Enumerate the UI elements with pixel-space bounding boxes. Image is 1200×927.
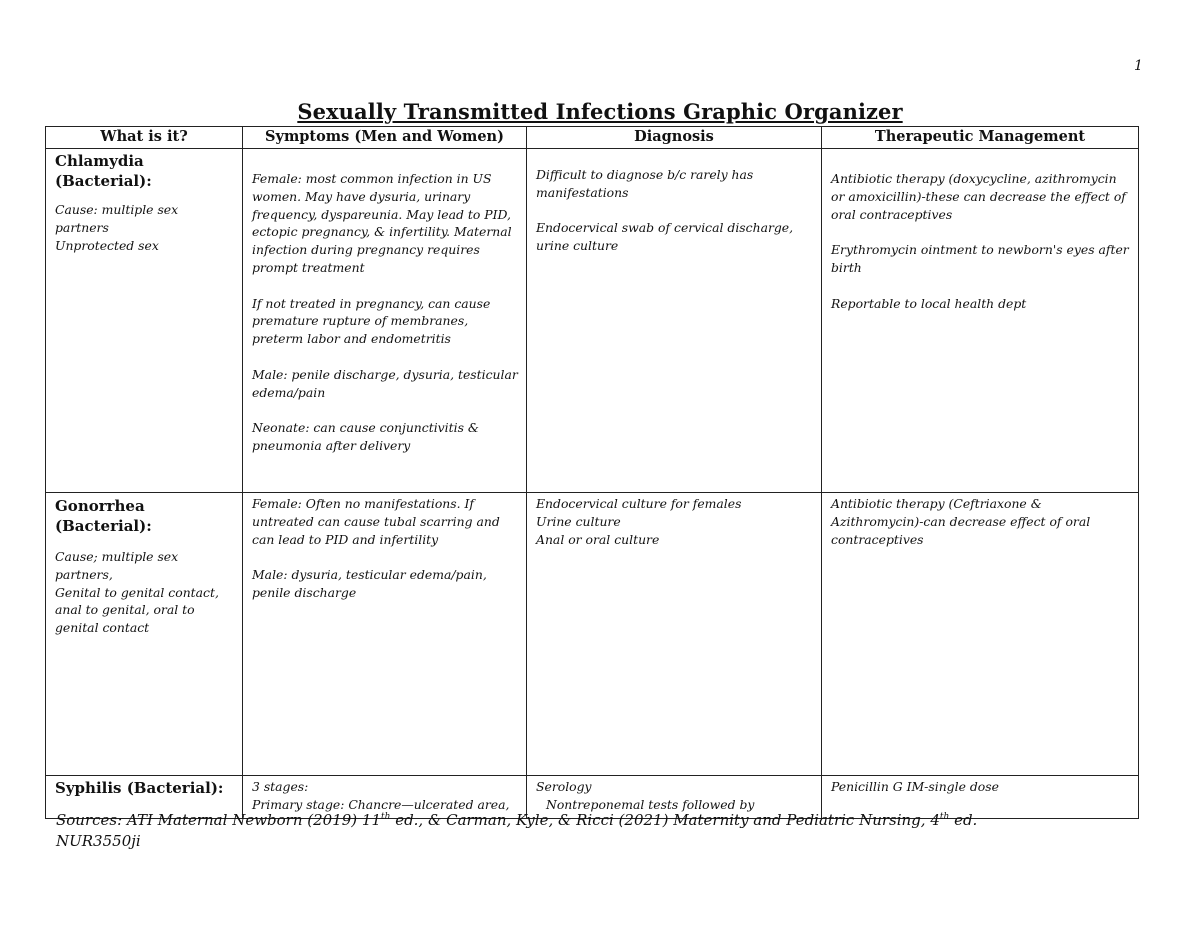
gonorrhea-management-cell	[822, 493, 1139, 776]
sources-footer	[56, 810, 977, 852]
disease-type: (Bacterial):	[55, 517, 152, 535]
diagnosis-paragraph: Difficult to diagnose b/c rarely has manifestations	[536, 167, 754, 200]
symptom-line: 3 stages:	[252, 779, 309, 794]
chlamydia-management-cell	[822, 149, 1139, 493]
management-line: Penicillin G IM-single dose	[831, 779, 999, 794]
sti-organizer-table	[45, 126, 1139, 819]
header-symptoms: Symptoms (Men and Women)	[243, 127, 527, 149]
course-code: NUR3550ji	[56, 832, 141, 850]
chlamydia-what-cell	[46, 149, 243, 493]
gonorrhea-symptoms-cell	[243, 493, 527, 776]
symptom-paragraph: Female: most common infection in US women. May have dysuria, urinary frequency, dyspareunia. May lead to PID, ectopic pregnancy, & infertility. Maternal infection during pregnancy requires prompt treatment	[252, 171, 512, 275]
diagnosis-line: Serology	[536, 779, 592, 794]
table-row-chlamydia	[46, 149, 1139, 493]
table-row-gonorrhea	[46, 493, 1139, 776]
cause-line: Cause; multiple sex partners,	[55, 549, 179, 582]
symptom-paragraph: If not treated in pregnancy, can cause premature rupture of membranes, preterm labor and endometritis	[252, 295, 491, 347]
disease-name: Syphilis (Bacterial):	[55, 779, 224, 797]
management-paragraph: Antibiotic therapy (Ceftriaxone & Azithromycin)-can decrease effect of oral contraceptives	[831, 496, 1091, 547]
diagnosis-line: Anal or oral culture	[536, 531, 660, 547]
disease-type: (Bacterial):	[55, 172, 152, 190]
gonorrhea-diagnosis-cell	[527, 493, 822, 776]
management-paragraph: Antibiotic therapy (doxycycline, azithromycin or amoxicillin)-these can decrease the effect of oral contraceptives	[831, 171, 1126, 222]
management-paragraph: Reportable to local health dept	[831, 295, 1027, 311]
chlamydia-symptoms-cell	[243, 149, 527, 493]
symptom-paragraph: Neonate: can cause conjunctivitis & pneumonia after delivery	[252, 420, 479, 453]
diagnosis-line: Urine culture	[536, 513, 621, 529]
diagnosis-line: Nontreponemal tests followed by	[546, 796, 755, 812]
cause-line: Cause: multiple sex partners	[55, 202, 179, 235]
disease-name: Gonorrhea	[55, 497, 145, 515]
chlamydia-diagnosis-cell	[527, 149, 822, 493]
cause-line: Unprotected sex	[55, 237, 159, 253]
header-diagnosis: Diagnosis	[527, 127, 822, 149]
header-row	[46, 127, 1139, 149]
header-management: Therapeutic Management	[822, 127, 1139, 149]
diagnosis-line: Endocervical culture for females	[536, 496, 742, 511]
disease-name: Chlamydia	[55, 152, 144, 170]
page-number: 1	[1134, 58, 1143, 74]
symptom-paragraph: Male: penile discharge, dysuria, testicular edema/pain	[252, 366, 518, 400]
symptom-paragraph: Male: dysuria, testicular edema/pain, penile discharge	[252, 567, 487, 600]
sources-citation: Sources: ATI Maternal Newborn (2019) 11th ed., & Carman, Kyle, & Ricci (2021) Maternity and Pediatric Nursing, 4th ed.	[56, 811, 978, 829]
diagnosis-paragraph: Endocervical swab of cervical discharge, urine culture	[536, 220, 794, 254]
cause-line: Genital to genital contact, anal to genital, oral to genital contact	[55, 584, 219, 636]
symptom-paragraph: Female: Often no manifestations. If untreated can cause tubal scarring and can lead to PID and infertility	[252, 496, 500, 547]
symptom-line: Primary stage: Chancre—ulcerated area,	[252, 796, 510, 812]
gonorrhea-what-cell	[46, 493, 243, 776]
header-what-is-it: What is it?	[46, 127, 243, 149]
document-title: Sexually Transmitted Infections Graphic Organizer	[297, 99, 903, 124]
management-paragraph: Erythromycin ointment to newborn's eyes after birth	[831, 242, 1129, 275]
